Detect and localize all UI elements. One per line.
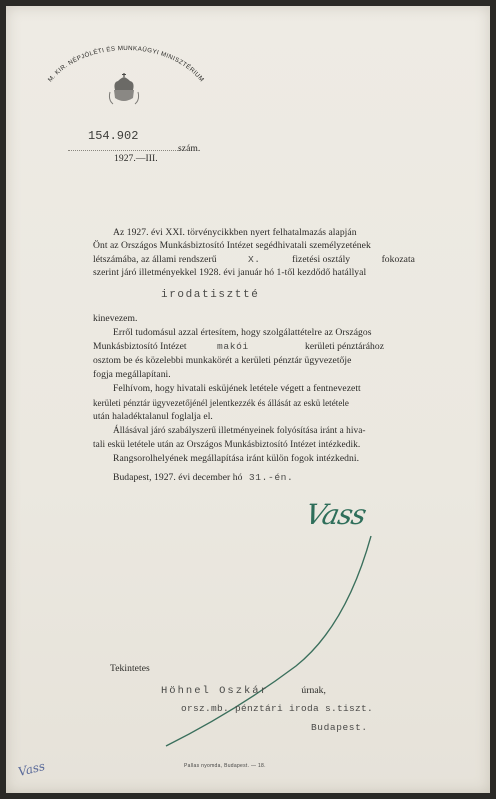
hungarian-crown-crest-icon xyxy=(109,73,138,104)
body-p1-line3-c: fokozata xyxy=(381,254,415,265)
addressee-urnak: úrnak, xyxy=(301,685,326,696)
ministry-name-path: M. KIR. NÉPJÓLÉTI ÉS MUNKAÜGYI MINISZTÉRIUM xyxy=(46,44,206,84)
body-p2-line2-a: Munkásbiztosító Intézet xyxy=(93,341,187,352)
addressee-title: orsz.mb. pénztári iroda s.tiszt. xyxy=(181,703,374,714)
ministry-name xyxy=(47,45,205,83)
body-p3-line1: Felhívom, hogy hivatali esküjének letétele végett a fentnevezett xyxy=(113,383,361,394)
body-p2-line3: osztom be és közelebbi munkakörét a kerületi pénztár ügyvezetője xyxy=(93,355,352,366)
body-p1-line4: szerint járó illetményekkel 1928. évi január hó 1-től kezdődő hatállyal xyxy=(93,267,367,278)
salary-class: X. xyxy=(247,254,261,265)
signature: Vass xyxy=(302,498,369,531)
addressee-city: Budapest. xyxy=(311,722,368,733)
body-p1-line3-a: létszámába, az állami rendszerű xyxy=(93,254,217,265)
body-p2-line2 xyxy=(93,340,415,354)
appointed-label: kinevezem. xyxy=(93,313,138,324)
letter-date-day: 31.-én. xyxy=(248,472,294,483)
body-p1-line3 xyxy=(93,253,415,267)
body-p2-line2-b: kerületi pénztárához xyxy=(305,341,385,352)
pencil-annotation: Vass xyxy=(16,758,47,780)
body-p3-line3: után haladéktalanul foglalja el. xyxy=(93,411,213,422)
reference-number-rule xyxy=(68,150,180,151)
reference-year-month: 1927.—III. xyxy=(114,153,158,164)
addressee-name-line xyxy=(161,684,326,698)
signature-stroke xyxy=(146,496,386,756)
body-p1-line2: Önt az Országos Munkásbiztosító Intézet segédhivatali személyzetének xyxy=(93,240,371,251)
district-name: makói xyxy=(217,341,249,352)
body-p1-line3-b: fizetési osztály xyxy=(292,254,351,265)
reference-number: 154.902 xyxy=(88,129,139,143)
body-p1-line1: Az 1927. évi XXI. törvénycikkben nyert felhatalmazás alapján xyxy=(113,227,357,238)
letter-date xyxy=(113,471,293,485)
body-p4-line1: Állásával járó szabályszerű illetményeinek folyósítása iránt a hiva- xyxy=(113,426,366,436)
body-p5: Rangsorolhelyének megállapítása iránt külön fogok intézkedni. xyxy=(113,453,360,464)
letter-date-text: Budapest, 1927. évi december hó xyxy=(113,472,243,483)
document-sheet xyxy=(6,6,490,793)
appointed-position: irodatisztté xyxy=(161,289,260,301)
body-p3-line2: kerületi pénztár ügyvezetőjénél jelentkezzék és állását az eskü letétele xyxy=(93,398,349,408)
printer-footer: Pallas nyomda, Budapest. — 18. xyxy=(184,763,266,769)
addressee-name: Höhnel Oszkár xyxy=(161,685,269,697)
body-p2-line1: Erről tudomásul azzal értesítem, hogy szolgálattételre az Országos xyxy=(113,327,372,338)
addressee-salutation: Tekintetes xyxy=(110,663,150,674)
ministry-letterhead xyxy=(26,40,226,140)
reference-szam-label: szám. xyxy=(178,143,201,154)
body-p4-line2: tali eskü letétele után az Országos Munkásbiztosító Intézet intézkedik. xyxy=(93,440,361,450)
body-p2-line4: fogja megállapítani. xyxy=(93,369,171,380)
